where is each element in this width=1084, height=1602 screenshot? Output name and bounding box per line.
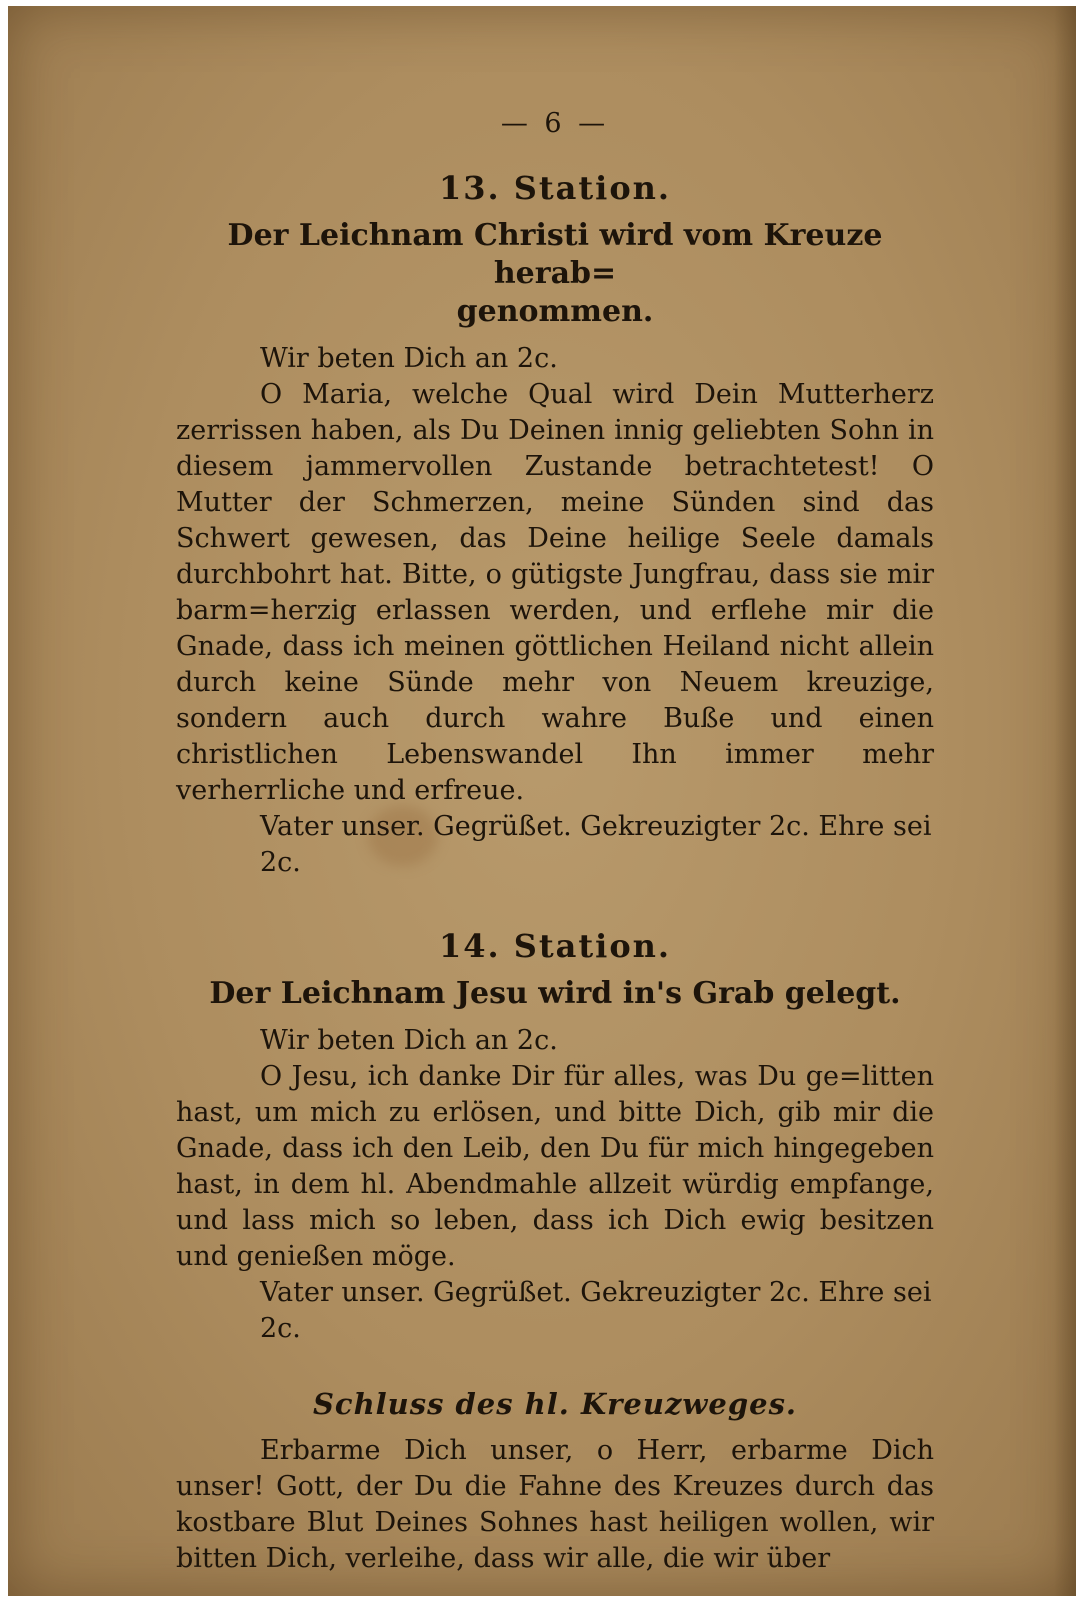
station-14	[176, 927, 934, 1347]
station-13-heading: 13. Station.	[438, 169, 672, 207]
station-14-closing: Vater unser. Gegrüßet. Gekreuzigter 2c. Ehre sei 2c.	[260, 1277, 932, 1344]
station-13-title	[176, 217, 934, 331]
station-13	[176, 169, 934, 881]
station-13-closing: Vater unser. Gegrüßet. Gekreuzigter 2c. Ehre sei 2c.	[260, 811, 932, 878]
conclusion	[176, 1387, 934, 1577]
conclusion-prayer: Erbarme Dich unser, o Herr, erbarme Dich unser! Gott, der Du die Fahne des Kreuzes durch das kostbare Blut Deines Sohnes hast heiligen wollen, wir bitten Dich, verleihe, dass wir alle, die wir über	[176, 1435, 934, 1574]
page-content	[176, 108, 934, 1577]
page-number: — 6 —	[500, 108, 610, 139]
station-13-title-line1: Der Leichnam Christi wird vom Kreuze herab=	[227, 218, 883, 291]
station-13-prayer: O Maria, welche Qual wird Dein Mutterherz zerrissen haben, als Du Deinen innig geliebten Sohn in diesem jammervollen Zustande betrachtetest! O Mutter der Schmerzen, meine Sünden sind das Schwert gewesen, das Deine heilige Seele damals durchbohrt hat. Bitte, o gütigste Jungfrau, dass sie mir barm=herzig erlassen werden, und erflehe mir die Gnade, dass ich meinen göttlichen Heiland nicht allein durch keine Sünde mehr von Neuem kreuzige, sondern auch durch wahre Buße und einen christlichen Lebenswandel Ihn immer mehr verherrliche und erfreue.	[176, 379, 934, 806]
station-14-prayer: O Jesu, ich danke Dir für alles, was Du ge=litten hast, um mich zu erlösen, und bitte Dich, gib mir die Gnade, dass ich den Leib, den Du für mich hingegeben hast, in dem hl. Abendmahle allzeit würdig empfange, und lass mich so leben, dass ich Dich ewig besitzen und genießen möge.	[176, 1061, 934, 1272]
station-14-title: Der Leichnam Jesu wird in's Grab gelegt.	[209, 976, 901, 1011]
station-13-title-line2: genommen.	[456, 294, 654, 329]
station-13-versicle: Wir beten Dich an 2c.	[260, 343, 558, 374]
station-14-heading: 14. Station.	[438, 927, 672, 965]
conclusion-heading: Schluss des hl. Kreuzweges.	[312, 1387, 798, 1421]
document-page	[8, 6, 1076, 1596]
section-gap	[176, 881, 934, 927]
station-14-versicle: Wir beten Dich an 2c.	[260, 1025, 558, 1056]
